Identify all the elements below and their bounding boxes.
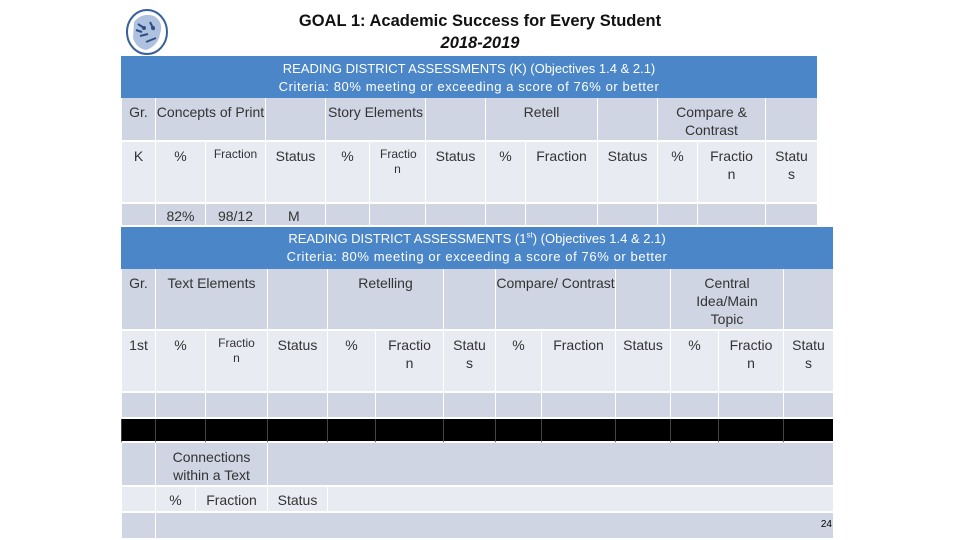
- black-separator-cell: [783, 419, 833, 443]
- black-separator-cell: [718, 419, 783, 443]
- first-sub-fraction: Fractio n: [718, 331, 783, 393]
- kinder-data-grade: [121, 204, 155, 227]
- first-data-cell: [375, 393, 443, 419]
- black-separator-cell: [375, 419, 443, 443]
- kinder-sub-percent: %: [325, 142, 369, 204]
- black-separator-cell: [205, 419, 267, 443]
- first-sub-percent: %: [327, 331, 375, 393]
- kinder-sub-status: Statu s: [765, 142, 817, 204]
- kinder-banner-criteria: Criteria: 80% meeting or exceeding a score of 76% or better: [278, 79, 660, 94]
- first-data-cell: [541, 393, 615, 419]
- kinder-sub-fraction: Fraction: [205, 142, 265, 204]
- first-header-text-elements: Text Elements: [155, 269, 267, 331]
- first-banner-title-post: ) (Objectives 1.4 & 2.1): [532, 231, 666, 246]
- connections-sub-fraction: Fraction: [195, 487, 267, 513]
- school-year: 2018-2019: [440, 34, 520, 52]
- kinder-header-compare-contrast: Compare & Contrast: [657, 98, 765, 142]
- first-header-blank: [615, 269, 670, 331]
- page-number: 24: [820, 519, 832, 530]
- kinder-header-blank: [425, 98, 485, 142]
- first-data-cell: [670, 393, 718, 419]
- kinder-data-cell: [425, 204, 485, 227]
- kinder-sub-percent: %: [155, 142, 205, 204]
- first-sub-status: Status: [267, 331, 327, 393]
- first-sub-status: Statu s: [783, 331, 833, 393]
- kinder-data-fraction: 98/12: [205, 204, 265, 227]
- kinder-data-cell: [597, 204, 657, 227]
- first-data-cell: [783, 393, 833, 419]
- connections-header: Connections within a Text: [155, 443, 267, 487]
- kinder-banner-title: READING DISTRICT ASSESSMENTS (K) (Objectives 1.4 & 2.1): [282, 61, 656, 76]
- first-data-cell: [443, 393, 495, 419]
- first-sub-percent: %: [155, 331, 205, 393]
- black-separator-cell: [541, 419, 615, 443]
- connections-sub-blank: [121, 487, 155, 513]
- kinder-data-cell: [485, 204, 525, 227]
- black-separator-cell: [670, 419, 718, 443]
- kinder-data-cell: [325, 204, 369, 227]
- first-header-grade: Gr.: [121, 269, 155, 331]
- connections-sub-blank: [327, 487, 833, 513]
- kinder-header-blank: [765, 98, 817, 142]
- first-data-cell: [267, 393, 327, 419]
- black-separator-cell: [267, 419, 327, 443]
- first-data-cell: [615, 393, 670, 419]
- first-sub-status: Statu s: [443, 331, 495, 393]
- first-sub-percent: %: [670, 331, 718, 393]
- kinder-sub-fraction: Fractio n: [697, 142, 765, 204]
- first-data-cell: [718, 393, 783, 419]
- kinder-header-grade: Gr.: [121, 98, 155, 142]
- first-sub-fraction: Fraction: [541, 331, 615, 393]
- kinder-data-cell: [369, 204, 425, 227]
- black-separator-cell: [495, 419, 541, 443]
- first-header-blank: [443, 269, 495, 331]
- kinder-header-story-elements: Story Elements: [325, 98, 425, 142]
- kinder-data-status: M: [265, 204, 325, 227]
- black-separator-cell: [155, 419, 205, 443]
- connections-sub-status: Status: [267, 487, 327, 513]
- first-banner-criteria: Criteria: 80% meeting or exceeding a score of 76% or better: [286, 249, 668, 264]
- first-banner-title-pre: READING DISTRICT ASSESSMENTS (1: [288, 231, 527, 246]
- connections-data-cell: [121, 513, 155, 540]
- kinder-data-cell: [525, 204, 597, 227]
- first-data-cell: [327, 393, 375, 419]
- black-separator-cell: [443, 419, 495, 443]
- first-sub-fraction: Fractio n: [205, 331, 267, 393]
- first-sub-percent: %: [495, 331, 541, 393]
- kinder-sub-status: Status: [265, 142, 325, 204]
- kinder-header-blank: [265, 98, 325, 142]
- kinder-sub-fraction: Fractio n: [369, 142, 425, 204]
- first-header-retelling: Retelling: [327, 269, 443, 331]
- first-header-blank: [783, 269, 833, 331]
- first-data-cell: [205, 393, 267, 419]
- connections-header-blank: [267, 443, 833, 487]
- kinder-data-cell: [657, 204, 697, 227]
- kinder-header-retell: Retell: [485, 98, 597, 142]
- first-header-blank: [267, 269, 327, 331]
- first-data-cell: [121, 393, 155, 419]
- black-separator-cell: [327, 419, 375, 443]
- page-title: GOAL 1: Academic Success for Every Student: [298, 12, 662, 30]
- kinder-header-concepts-of-print: Concepts of Print: [155, 98, 265, 142]
- kinder-sub-percent: %: [485, 142, 525, 204]
- black-separator-cell: [121, 419, 155, 443]
- first-sub-status: Status: [615, 331, 670, 393]
- kinder-sub-percent: %: [657, 142, 697, 204]
- connections-grade-cell: [121, 443, 155, 487]
- kinder-sub-status: Status: [425, 142, 485, 204]
- first-header-central-idea: Central Idea/Main Topic: [670, 269, 783, 331]
- kinder-header-blank: [597, 98, 657, 142]
- kinder-data-cell: [697, 204, 765, 227]
- first-data-cell: [495, 393, 541, 419]
- kinder-sub-fraction: Fraction: [525, 142, 597, 204]
- kinder-grade-k: K: [121, 142, 155, 204]
- first-grade-label: 1st: [121, 331, 155, 393]
- first-banner-title-sup: st: [526, 230, 533, 240]
- first-banner-title: [121, 230, 833, 248]
- kinder-sub-status: Status: [597, 142, 657, 204]
- black-separator-cell: [615, 419, 670, 443]
- kinder-table-banner: [121, 56, 817, 98]
- first-header-compare-contrast: Compare/ Contrast: [495, 269, 615, 331]
- first-sub-fraction: Fractio n: [375, 331, 443, 393]
- kinder-data-percent: 82%: [155, 204, 205, 227]
- first-grade-table-banner: [121, 227, 833, 269]
- first-data-cell: [155, 393, 205, 419]
- kinder-data-cell: [765, 204, 817, 227]
- connections-sub-percent: %: [155, 487, 195, 513]
- connections-data-cell: [155, 513, 833, 540]
